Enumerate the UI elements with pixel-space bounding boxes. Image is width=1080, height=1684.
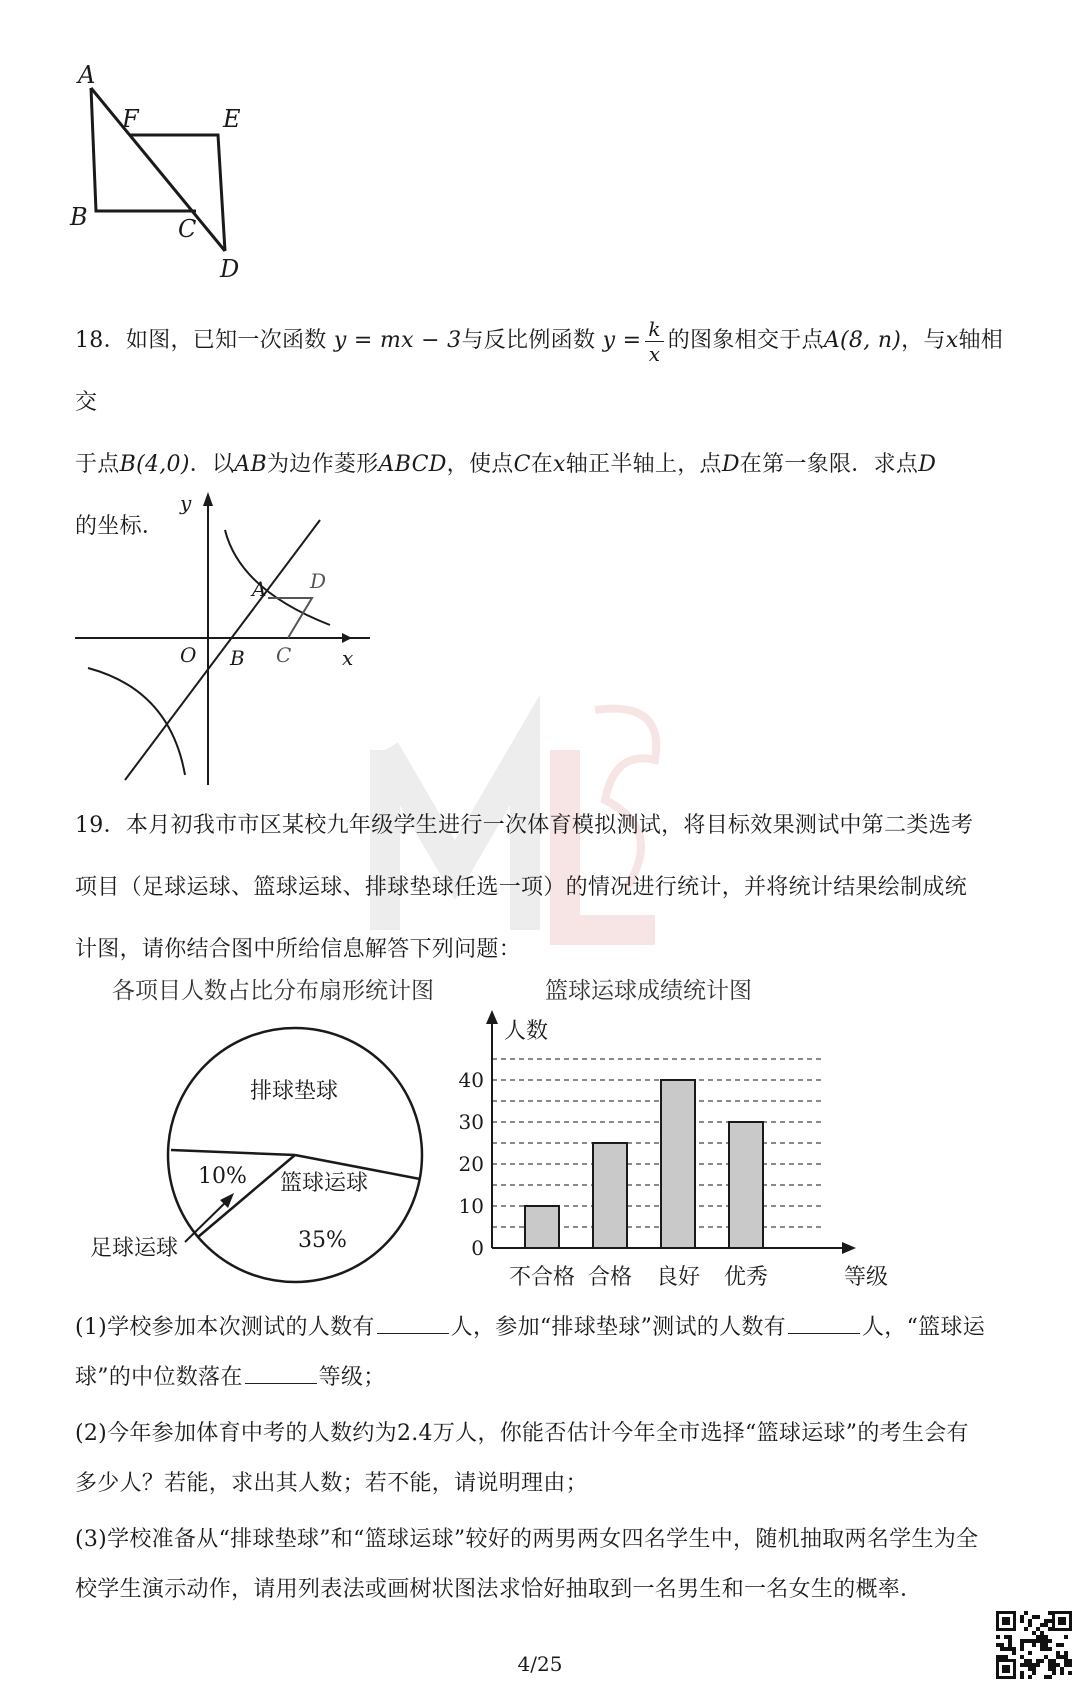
q19-line-2: 项目（足球运球、篮球运球、排球垫球任选一项）的情况进行统计，并将统计结果绘制成统	[75, 875, 968, 900]
text: 人，“篮球运	[861, 1315, 986, 1340]
point-A: A(8, n)	[823, 328, 902, 353]
text: 等级；	[318, 1365, 386, 1390]
x-axis-label: 等级	[844, 1265, 889, 1290]
qr-module	[1000, 1643, 1004, 1647]
rhombus-ABCD	[268, 598, 312, 638]
text: 为边作菱形	[267, 452, 379, 477]
qr-module	[1020, 1619, 1024, 1623]
bar-优秀	[729, 1122, 763, 1248]
label-C: C	[178, 215, 197, 243]
qr-module	[1036, 1635, 1040, 1639]
qr-module	[1036, 1615, 1040, 1619]
qr-module	[1044, 1635, 1048, 1639]
text: 与反比例函数	[461, 328, 596, 353]
qr-module	[996, 1643, 1000, 1647]
segment-A-D	[91, 88, 225, 251]
label-x: x	[342, 646, 354, 670]
var-x: x	[553, 452, 566, 477]
pie-chart-title: 各项目人数占比分布扇形统计图	[112, 978, 434, 1004]
x-axis-arrow	[842, 1242, 856, 1254]
qr-module	[1040, 1639, 1044, 1643]
qr-module	[1004, 1635, 1008, 1639]
label-C: C	[276, 643, 292, 667]
y-tick-label: 0	[471, 1236, 484, 1260]
y-axis-arrow	[486, 1010, 498, 1024]
qr-module	[1044, 1647, 1048, 1651]
hyperbola-branch-q3	[88, 668, 185, 775]
q18-line-2	[75, 434, 1010, 496]
fraction-k-over-x	[645, 317, 663, 366]
qr-module	[1048, 1619, 1052, 1623]
label-D: D	[310, 569, 327, 593]
qr-module	[1044, 1639, 1048, 1643]
inverse-function-lhs: y =	[602, 328, 642, 353]
qr-module	[1008, 1639, 1012, 1643]
label-F: F	[122, 105, 139, 133]
x-tick-label: 优秀	[723, 1265, 769, 1290]
y-axis-label: 人数	[504, 1019, 549, 1044]
sub-question-2-line-2: 多少人？若能，求出其人数；若不能，请说明理由；	[75, 1471, 588, 1496]
qr-module	[1020, 1643, 1024, 1647]
qr-module	[1036, 1627, 1040, 1631]
label-A: A	[78, 61, 96, 89]
qr-module	[1044, 1643, 1048, 1647]
pie-pointer-arrow	[185, 1198, 230, 1242]
text: ．以	[189, 452, 235, 477]
text: 于点	[75, 452, 120, 477]
sub-question-1-line-1	[75, 1303, 1010, 1353]
text: 轴相交	[75, 328, 1004, 415]
fraction-numerator: k	[645, 317, 663, 342]
qr-module	[1000, 1647, 1004, 1651]
qr-module	[1032, 1631, 1036, 1635]
y-tick-label: 30	[458, 1110, 484, 1134]
q19-line-3: 计图，请你结合图中所给信息解答下列问题：	[75, 937, 522, 962]
label-E: E	[223, 105, 241, 133]
qr-module	[1024, 1611, 1028, 1615]
answer-blank-total[interactable]	[377, 1332, 449, 1334]
qr-module	[1032, 1639, 1036, 1643]
label-O: O	[180, 643, 197, 667]
bar-良好	[661, 1080, 695, 1248]
sub-question-3-line-1: (3)学校准备从“排球垫球”和“篮球运球”较好的两男两女四名学生中，随机抽取两名学生为全	[75, 1527, 979, 1552]
segment-AB: AB	[234, 452, 267, 477]
qr-module	[1040, 1643, 1044, 1647]
pie-divider-1	[171, 1150, 295, 1155]
question-19	[75, 795, 1010, 981]
x-tick-label: 不合格	[508, 1265, 576, 1290]
question-number: 18．	[75, 328, 126, 353]
qr-module	[1024, 1627, 1028, 1631]
qr-module	[1004, 1647, 1008, 1651]
q18-line-3: 的坐标．	[75, 514, 165, 539]
qr-module	[1040, 1631, 1044, 1635]
text: 如图，已知一次函数	[125, 328, 327, 353]
qr-module	[1048, 1647, 1052, 1651]
x-tick-label: 合格	[587, 1265, 633, 1290]
label-B: B	[230, 646, 245, 670]
question-19-parts	[75, 1303, 1010, 1615]
answer-blank-volleyball[interactable]	[788, 1332, 860, 1334]
x-tick-label: 良好	[655, 1265, 701, 1290]
text: 轴正半轴上，点	[565, 452, 722, 477]
qr-module	[1064, 1635, 1068, 1639]
qr-module	[1008, 1643, 1012, 1647]
qr-module	[1036, 1639, 1040, 1643]
bar-不合格	[525, 1206, 559, 1248]
sub-question-3-line-2: 校学生演示动作，请用列表法或画树状图法求恰好抽取到一名男生和一名女生的概率．	[75, 1577, 923, 1602]
rhombus-ABCD: ABCD	[378, 452, 447, 477]
qr-module	[1044, 1623, 1048, 1627]
qr-module	[1040, 1623, 1044, 1627]
qr-module	[1028, 1619, 1032, 1623]
y-axis-arrow	[203, 492, 213, 506]
text: ，与	[901, 328, 946, 353]
qr-module	[1048, 1627, 1052, 1631]
qr-module	[1028, 1623, 1032, 1627]
bar-chart-title: 篮球运球成绩统计图	[545, 978, 752, 1004]
qr-module	[1056, 1643, 1060, 1647]
answer-blank-median[interactable]	[245, 1382, 317, 1384]
qr-module	[1012, 1647, 1016, 1651]
bar-合格	[593, 1143, 627, 1248]
fraction-denominator: x	[648, 341, 661, 366]
label-B: B	[70, 203, 88, 231]
sub-question-2-line-1: (2)今年参加体育中考的人数约为2.4万人，你能否估计今年全市选择“篮球运球”的考生会有	[75, 1421, 969, 1446]
pie-chart	[80, 1030, 440, 1290]
qr-module	[1008, 1647, 1012, 1651]
pie-value-basketball: 35%	[298, 1228, 347, 1253]
y-tick-label: 20	[458, 1152, 484, 1176]
label-A: A	[252, 577, 267, 601]
linear-function: y = mx − 3	[333, 328, 462, 353]
text: 人，参加“排球垫球”测试的人数有	[450, 1315, 786, 1340]
y-tick-label: 40	[458, 1068, 484, 1092]
figure-18-graph	[70, 490, 370, 785]
q18-line-1	[75, 310, 1010, 434]
qr-module	[1028, 1639, 1032, 1643]
qr-module	[1020, 1639, 1024, 1643]
pie-value-football: 10%	[198, 1164, 247, 1189]
figure-17-geometry	[60, 55, 280, 295]
page-number: 4/25	[517, 1652, 563, 1676]
sub-question-1-line-2	[75, 1353, 1010, 1403]
text: ，使点	[446, 452, 514, 477]
point-D: D	[721, 452, 740, 477]
qr-module	[1020, 1647, 1024, 1651]
qr-module	[996, 1635, 1000, 1639]
text: 在	[530, 452, 554, 477]
qr-module	[1040, 1635, 1044, 1639]
bar-chart	[458, 1010, 889, 1290]
pie-label-football: 足球运球	[90, 1236, 179, 1261]
qr-module	[1040, 1647, 1044, 1651]
text: (1)学校参加本次测试的人数有	[75, 1315, 375, 1340]
pie-label-basketball: 篮球运球	[280, 1171, 369, 1196]
y-tick-label: 10	[458, 1194, 484, 1218]
qr-module	[1032, 1615, 1036, 1619]
qr-finder-core	[1058, 1617, 1066, 1625]
qr-module	[1060, 1643, 1064, 1647]
qr-finder-core	[1002, 1617, 1010, 1625]
text: 在第一象限．求点	[739, 452, 919, 477]
x-axis-arrow	[342, 633, 352, 643]
qr-module	[1020, 1615, 1024, 1619]
qr-module	[1008, 1635, 1012, 1639]
point-D: D	[918, 452, 937, 477]
text: 的图象相交于点	[667, 328, 824, 353]
qr-module	[1048, 1639, 1052, 1643]
text: 球”的中位数落在	[75, 1365, 243, 1390]
label-D: D	[220, 255, 240, 283]
qr-module	[1024, 1639, 1028, 1643]
qr-module	[1032, 1643, 1036, 1647]
point-B: B(4,0)	[119, 452, 190, 477]
point-C: C	[513, 452, 531, 477]
q19-line-1: 19．本月初我市市区某校九年级学生进行一次体育模拟测试，将目标效果测试中第二类选考	[75, 813, 974, 838]
var-x: x	[945, 328, 959, 353]
qr-module	[1048, 1611, 1052, 1615]
qr-module	[1044, 1619, 1048, 1623]
pie-label-volleyball: 排球垫球	[250, 1079, 339, 1104]
label-y: y	[180, 491, 192, 515]
